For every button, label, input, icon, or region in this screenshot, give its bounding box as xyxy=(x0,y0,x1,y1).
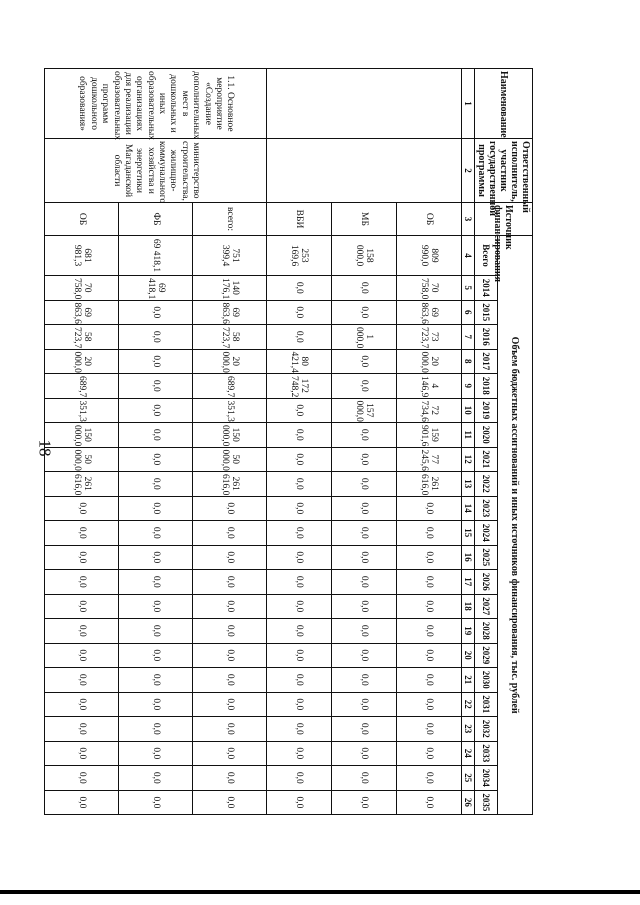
total-value-cell: 253 169,6 xyxy=(267,236,332,276)
year-value-cell: 0,0 xyxy=(193,521,267,546)
year-value-cell: 0,0 xyxy=(397,717,462,742)
year-value-cell: 0,0 xyxy=(193,766,267,791)
source-cell: всего: xyxy=(193,203,267,236)
column-number: 6 xyxy=(462,300,475,325)
year-value-cell: 0,0 xyxy=(332,423,397,448)
header-year: 2018 xyxy=(475,374,498,399)
empty-name-cell xyxy=(267,69,462,139)
year-value-cell: 0,0 xyxy=(119,521,193,546)
source-cell: ОБ xyxy=(45,203,119,236)
year-value-cell: 50 000,0 xyxy=(193,447,267,472)
header-year: 2027 xyxy=(475,594,498,619)
year-value-cell: 157 000,0 xyxy=(332,398,397,423)
total-value-cell: 809 990,0 xyxy=(397,236,462,276)
year-value-cell: 0,0 xyxy=(267,741,332,766)
header-year: 2025 xyxy=(475,545,498,570)
column-number: 5 xyxy=(462,276,475,301)
total-value-cell: 681 981,3 xyxy=(45,236,119,276)
column-number: 17 xyxy=(462,570,475,595)
measure-name: 1.1. Основное мероприятие «Создание дополнительных мест в дошкольных и иных образовательных организациях для реализации образовательных программ дошкольного образования» xyxy=(45,69,267,139)
year-value-cell: 70 758,0 xyxy=(45,276,119,301)
year-value-cell: 0,0 xyxy=(397,619,462,644)
rotated-table-container xyxy=(65,68,533,815)
year-value-cell: 58 723,7 xyxy=(45,325,119,350)
year-value-cell: 0,0 xyxy=(267,545,332,570)
year-value-cell: 150 000,0 xyxy=(45,423,119,448)
header-year: 2016 xyxy=(475,325,498,350)
year-value-cell: 0,0 xyxy=(397,496,462,521)
year-value-cell: 0,0 xyxy=(193,692,267,717)
year-value-cell: 0,0 xyxy=(332,717,397,742)
header-year: 2034 xyxy=(475,766,498,791)
year-value-cell: 0,0 xyxy=(119,496,193,521)
year-value-cell: 0,0 xyxy=(45,766,119,791)
year-value-cell: 0,0 xyxy=(193,643,267,668)
year-value-cell: 72 734,6 xyxy=(397,398,462,423)
header-year: 2014 xyxy=(475,276,498,301)
year-value-cell: 261 616,0 xyxy=(193,472,267,497)
column-number: 11 xyxy=(462,423,475,448)
column-number: 21 xyxy=(462,668,475,693)
year-value-cell: 0,0 xyxy=(119,668,193,693)
year-value-cell: 70 758,0 xyxy=(397,276,462,301)
header-year: 2035 xyxy=(475,790,498,815)
year-value-cell: 80 421,4 xyxy=(267,349,332,374)
year-value-cell: 0,0 xyxy=(45,521,119,546)
year-value-cell: 0,0 xyxy=(267,398,332,423)
table-row xyxy=(193,69,267,815)
column-number: 15 xyxy=(462,521,475,546)
year-value-cell: 261 616,0 xyxy=(397,472,462,497)
year-value-cell: 0,0 xyxy=(267,325,332,350)
year-value-cell: 0,0 xyxy=(267,643,332,668)
year-value-cell: 0,0 xyxy=(193,496,267,521)
year-value-cell: 0,0 xyxy=(267,790,332,815)
total-value-cell: 69 418,1 xyxy=(119,236,193,276)
year-value-cell: 0,0 xyxy=(332,594,397,619)
year-value-cell: 0,0 xyxy=(332,619,397,644)
year-value-cell: 0,0 xyxy=(45,594,119,619)
source-cell: ОБ xyxy=(397,203,462,236)
year-value-cell: 351,3 xyxy=(193,398,267,423)
year-value-cell: 0,0 xyxy=(119,447,193,472)
header-year: 2024 xyxy=(475,521,498,546)
year-value-cell: 150 000,0 xyxy=(193,423,267,448)
year-value-cell: 0,0 xyxy=(119,594,193,619)
year-value-cell: 0,0 xyxy=(267,717,332,742)
year-value-cell: 20 000,0 xyxy=(45,349,119,374)
year-value-cell: 0,0 xyxy=(332,643,397,668)
year-value-cell: 0,0 xyxy=(119,692,193,717)
year-value-cell: 0,0 xyxy=(267,619,332,644)
column-number: 18 xyxy=(462,594,475,619)
header-year: 2032 xyxy=(475,717,498,742)
year-value-cell: 0,0 xyxy=(267,570,332,595)
page-number: 18 xyxy=(35,439,55,457)
year-value-cell: 0,0 xyxy=(45,668,119,693)
year-value-cell: 0,0 xyxy=(193,668,267,693)
total-value-cell: 158 000,0 xyxy=(332,236,397,276)
year-value-cell: 0,0 xyxy=(397,594,462,619)
column-number: 23 xyxy=(462,717,475,742)
year-value-cell: 4 146,9 xyxy=(397,374,462,399)
year-value-cell: 0,0 xyxy=(267,472,332,497)
empty-responsible-cell xyxy=(267,139,462,203)
year-value-cell: 1 000,0 xyxy=(332,325,397,350)
year-value-cell: 0,0 xyxy=(193,619,267,644)
year-value-cell: 0,0 xyxy=(332,349,397,374)
year-value-cell: 0,0 xyxy=(332,668,397,693)
header-year: 2033 xyxy=(475,741,498,766)
year-value-cell: 0,0 xyxy=(193,741,267,766)
year-value-cell: 0,0 xyxy=(119,643,193,668)
header-year: 2022 xyxy=(475,472,498,497)
year-value-cell: 0,0 xyxy=(45,619,119,644)
year-value-cell: 0,0 xyxy=(119,398,193,423)
column-number: 1 xyxy=(462,69,475,139)
financing-table xyxy=(44,68,533,815)
year-value-cell: 0,0 xyxy=(332,741,397,766)
year-value-cell: 0,0 xyxy=(193,717,267,742)
header-year: 2015 xyxy=(475,300,498,325)
year-value-cell: 0,0 xyxy=(267,766,332,791)
column-number: 8 xyxy=(462,349,475,374)
year-value-cell: 69 863,6 xyxy=(45,300,119,325)
year-value-cell: 0,0 xyxy=(45,717,119,742)
column-number: 19 xyxy=(462,619,475,644)
year-value-cell: 0,0 xyxy=(119,619,193,644)
year-value-cell: 0,0 xyxy=(193,570,267,595)
measure-responsible: министерство строительства, жилищно-коммунального хозяйства и энергетики Магаданской области xyxy=(45,139,267,203)
column-number: 26 xyxy=(462,790,475,815)
source-cell: МБ xyxy=(332,203,397,236)
year-value-cell: 0,0 xyxy=(119,374,193,399)
year-value-cell: 0,0 xyxy=(119,717,193,742)
column-number: 25 xyxy=(462,766,475,791)
column-number: 9 xyxy=(462,374,475,399)
year-value-cell: 351,3 xyxy=(45,398,119,423)
year-value-cell: 0,0 xyxy=(332,521,397,546)
year-value-cell: 0,0 xyxy=(267,521,332,546)
header-year: 2029 xyxy=(475,643,498,668)
year-value-cell: 20 000,0 xyxy=(193,349,267,374)
column-number: 16 xyxy=(462,545,475,570)
header-year: 2028 xyxy=(475,619,498,644)
year-value-cell: 689,7 xyxy=(45,374,119,399)
page-bottom-rule xyxy=(0,890,640,894)
column-number: 7 xyxy=(462,325,475,350)
header-source: Источник финансирования xyxy=(475,203,533,236)
year-value-cell: 0,0 xyxy=(267,594,332,619)
year-value-cell: 0,0 xyxy=(45,692,119,717)
year-value-cell: 69 863,6 xyxy=(193,300,267,325)
year-value-cell: 77 245,6 xyxy=(397,447,462,472)
header-year: 2017 xyxy=(475,349,498,374)
year-value-cell: 0,0 xyxy=(397,570,462,595)
year-value-cell: 0,0 xyxy=(332,374,397,399)
year-value-cell: 0,0 xyxy=(332,276,397,301)
year-value-cell: 0,0 xyxy=(397,643,462,668)
year-value-cell: 0,0 xyxy=(332,300,397,325)
year-value-cell: 172 748,2 xyxy=(267,374,332,399)
year-value-cell: 0,0 xyxy=(119,570,193,595)
column-number: 20 xyxy=(462,643,475,668)
column-number: 12 xyxy=(462,447,475,472)
year-value-cell: 0,0 xyxy=(267,423,332,448)
year-value-cell: 0,0 xyxy=(397,521,462,546)
year-value-cell: 0,0 xyxy=(397,545,462,570)
year-value-cell: 0,0 xyxy=(397,692,462,717)
year-value-cell: 0,0 xyxy=(45,643,119,668)
column-number: 10 xyxy=(462,398,475,423)
column-number: 14 xyxy=(462,496,475,521)
year-value-cell: 0,0 xyxy=(193,545,267,570)
year-value-cell: 20 000,0 xyxy=(397,349,462,374)
year-value-cell: 0,0 xyxy=(332,790,397,815)
year-value-cell: 0,0 xyxy=(119,325,193,350)
year-value-cell: 0,0 xyxy=(119,300,193,325)
year-value-cell: 50 000,0 xyxy=(45,447,119,472)
year-value-cell: 0,0 xyxy=(119,472,193,497)
year-value-cell: 0,0 xyxy=(119,790,193,815)
year-value-cell: 0,0 xyxy=(267,496,332,521)
column-number: 22 xyxy=(462,692,475,717)
year-value-cell: 0,0 xyxy=(119,741,193,766)
year-value-cell: 140 176,1 xyxy=(193,276,267,301)
header-year: 2019 xyxy=(475,398,498,423)
year-value-cell: 0,0 xyxy=(397,668,462,693)
year-value-cell: 69 863,6 xyxy=(397,300,462,325)
year-value-cell: 58 723,7 xyxy=(193,325,267,350)
header-year: 2021 xyxy=(475,447,498,472)
year-value-cell: 0,0 xyxy=(332,692,397,717)
year-value-cell: 69 418,1 xyxy=(119,276,193,301)
year-value-cell: 689,7 xyxy=(193,374,267,399)
year-value-cell: 0,0 xyxy=(332,496,397,521)
year-value-cell: 159 901,6 xyxy=(397,423,462,448)
year-value-cell: 0,0 xyxy=(332,545,397,570)
year-value-cell: 0,0 xyxy=(397,741,462,766)
year-value-cell: 0,0 xyxy=(119,545,193,570)
year-value-cell: 0,0 xyxy=(332,447,397,472)
year-value-cell: 0,0 xyxy=(119,766,193,791)
year-value-cell: 0,0 xyxy=(332,472,397,497)
year-value-cell: 73 723,7 xyxy=(397,325,462,350)
year-value-cell: 0,0 xyxy=(119,349,193,374)
year-value-cell: 0,0 xyxy=(119,423,193,448)
year-value-cell: 261 616,0 xyxy=(45,472,119,497)
column-number: 4 xyxy=(462,236,475,276)
header-year: 2026 xyxy=(475,570,498,595)
header-volume: Объем бюджетных ассигнований и иных источников финансирования, тыс. рублей xyxy=(498,236,533,815)
year-value-cell: 0,0 xyxy=(45,496,119,521)
header-year: 2020 xyxy=(475,423,498,448)
table-row xyxy=(397,69,462,815)
header-responsible: Ответственный исполнитель, участник государственной программы xyxy=(475,139,533,203)
year-value-cell: 0,0 xyxy=(45,741,119,766)
year-value-cell: 0,0 xyxy=(45,790,119,815)
year-value-cell: 0,0 xyxy=(332,766,397,791)
year-value-cell: 0,0 xyxy=(193,790,267,815)
header-year: 2031 xyxy=(475,692,498,717)
year-value-cell: 0,0 xyxy=(45,545,119,570)
source-cell: ФБ xyxy=(119,203,193,236)
source-cell: ВБИ xyxy=(267,203,332,236)
total-value-cell: 751 399,4 xyxy=(193,236,267,276)
year-value-cell: 0,0 xyxy=(45,570,119,595)
header-year: 2023 xyxy=(475,496,498,521)
year-value-cell: 0,0 xyxy=(267,668,332,693)
year-value-cell: 0,0 xyxy=(267,692,332,717)
year-value-cell: 0,0 xyxy=(267,300,332,325)
header-year: 2030 xyxy=(475,668,498,693)
header-name: Наименование xyxy=(475,69,533,139)
column-number: 3 xyxy=(462,203,475,236)
year-value-cell: 0,0 xyxy=(267,447,332,472)
year-value-cell: 0,0 xyxy=(397,790,462,815)
column-number: 13 xyxy=(462,472,475,497)
header-total: Всего xyxy=(475,236,498,276)
year-value-cell: 0,0 xyxy=(397,766,462,791)
column-number: 24 xyxy=(462,741,475,766)
year-value-cell: 0,0 xyxy=(332,570,397,595)
year-value-cell: 0,0 xyxy=(193,594,267,619)
column-number: 2 xyxy=(462,139,475,203)
year-value-cell: 0,0 xyxy=(267,276,332,301)
